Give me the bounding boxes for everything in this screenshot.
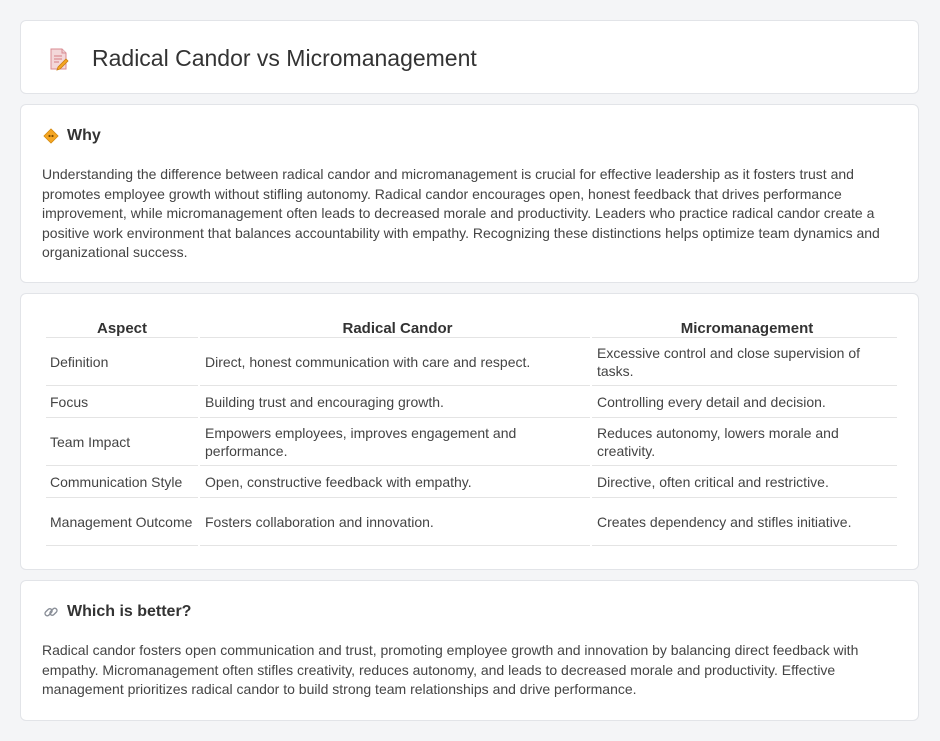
- why-title: Why: [67, 127, 101, 144]
- table-row: [46, 418, 897, 466]
- column-header: Aspect: [46, 316, 198, 338]
- comparison-card: [20, 293, 919, 570]
- table-row: [46, 338, 897, 386]
- table-row: [46, 466, 897, 498]
- table-cell: Empowers employees, improves engagement and performance.: [200, 418, 590, 466]
- column-header: Micromanagement: [592, 316, 897, 338]
- table-row: [46, 498, 897, 546]
- why-text: Understanding the difference between radical candor and micromanagement is crucial for effective leadership as it fosters trust and promotes employee growth without stifling autonomy. Radical candor encourages open, honest feedback that drives performance improvement, while micromanagement often leads to decreased morale and productivity. Leaders who practice radical candor create a positive work environment that balances accountability with empathy. Recognizing these distinctions helps optimize team dynamics and organizational success.: [42, 166, 880, 261]
- header-card: [20, 20, 919, 94]
- table-cell: Team Impact: [46, 418, 198, 466]
- table-cell: Building trust and encouraging growth.: [200, 386, 590, 418]
- why-heading: [43, 127, 101, 145]
- table-row: [46, 386, 897, 418]
- table-cell: Communication Style: [46, 466, 198, 498]
- table-cell: Fosters collaboration and innovation.: [200, 498, 590, 546]
- table-cell: Directive, often critical and restrictive.: [592, 466, 897, 498]
- table-cell: Focus: [46, 386, 198, 418]
- better-title: Which is better?: [67, 603, 192, 620]
- table-cell: Open, constructive feedback with empathy.: [200, 466, 590, 498]
- why-section: [20, 104, 919, 283]
- table-cell: Creates dependency and stifles initiative.: [592, 498, 897, 546]
- table-cell: Definition: [46, 338, 198, 386]
- table-header-row: [46, 316, 897, 338]
- better-text: Radical candor fosters open communication and trust, promoting employee growth and innovation by balancing direct feedback with empathy. Micromanagement often stifles creativity, reduces autonomy, and leads to decreased morale and productivity. Effective management prioritizes radical candor to build strong team relationships and drive performance.: [42, 642, 859, 698]
- comparison-table: [44, 316, 899, 546]
- column-header: Radical Candor: [200, 316, 590, 338]
- table-cell: Controlling every detail and decision.: [592, 386, 897, 418]
- table-cell: Management Outcome: [46, 498, 198, 546]
- diamond-sign-icon: [43, 128, 59, 144]
- table-cell: Direct, honest communication with care and respect.: [200, 338, 590, 386]
- which-is-better-section: [20, 580, 919, 721]
- table-cell: Reduces autonomy, lowers morale and creativity.: [592, 418, 897, 466]
- document-pencil-icon: [48, 47, 70, 71]
- table-cell: Excessive control and close supervision of tasks.: [592, 338, 897, 386]
- link-icon: [43, 604, 59, 620]
- better-heading: [43, 603, 191, 621]
- page-title: Radical Candor vs Micromanagement: [92, 45, 477, 71]
